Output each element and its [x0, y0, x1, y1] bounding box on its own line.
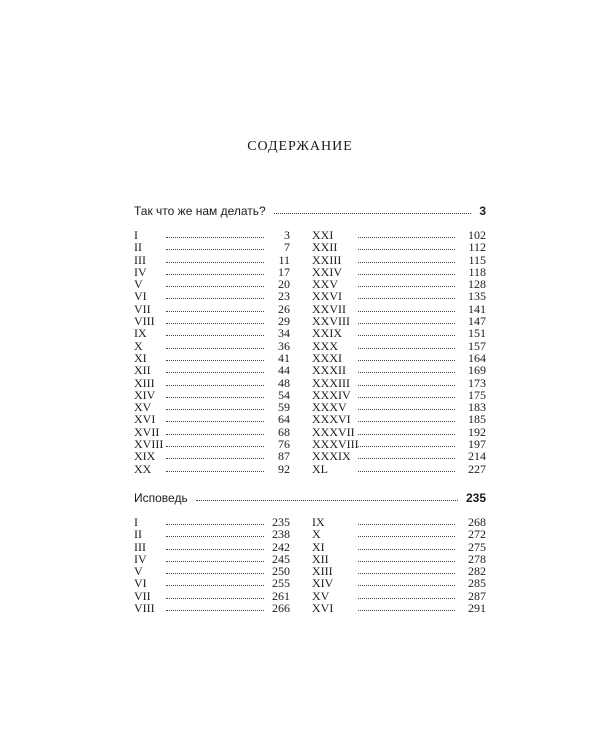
chapter-numeral: V	[134, 277, 143, 292]
chapter-numeral: XX	[134, 461, 152, 476]
chapter-numeral: X	[312, 527, 321, 542]
page-number: 238	[272, 527, 290, 542]
leader-dots	[166, 323, 264, 324]
leader-dots	[358, 549, 455, 550]
toc-entry	[312, 450, 486, 462]
chapter-numeral: XVII	[134, 424, 160, 439]
leader-dots	[166, 237, 264, 238]
chapter-numeral: XXXII	[312, 363, 346, 378]
chapter-numeral: XVI	[312, 601, 334, 616]
page-number: 23	[278, 289, 290, 304]
leader-dots	[358, 286, 455, 287]
toc-entry	[312, 266, 486, 278]
leader-dots	[166, 397, 264, 398]
chapter-numeral: IV	[134, 551, 147, 566]
toc-entry	[312, 290, 486, 302]
leader-dots	[166, 573, 264, 574]
chapter-numeral: XIV	[134, 387, 156, 402]
page-number: 151	[468, 326, 486, 341]
page-number: 245	[272, 551, 290, 566]
leader-dots	[166, 372, 264, 373]
toc-entry	[134, 352, 290, 364]
toc-entry	[134, 229, 290, 241]
page-number: 261	[272, 588, 290, 603]
page-number: 54	[278, 387, 290, 402]
chapter-numeral: XXXVI	[312, 412, 351, 427]
leader-dots	[166, 385, 264, 386]
toc-entry	[134, 541, 290, 553]
toc-entry	[134, 463, 290, 475]
chapter-numeral: VII	[134, 301, 151, 316]
page-number: 285	[468, 576, 486, 591]
toc-entry	[312, 590, 486, 602]
leader-dots	[166, 458, 264, 459]
chapter-numeral: XXXIX	[312, 449, 351, 464]
chapter-numeral: XIII	[134, 375, 155, 390]
leader-dots	[358, 348, 455, 349]
chapter-numeral: II	[134, 240, 142, 255]
chapter-numeral: XIX	[134, 449, 156, 464]
chapter-numeral: XI	[134, 350, 147, 365]
page-number: 164	[468, 350, 486, 365]
toc-entry	[134, 577, 290, 589]
chapter-numeral: XXII	[312, 240, 338, 255]
leader-dots	[196, 500, 458, 501]
leader-dots	[166, 262, 264, 263]
leader-dots	[358, 409, 455, 410]
page-number: 128	[468, 277, 486, 292]
page-number: 41	[278, 350, 290, 365]
toc-entry	[312, 541, 486, 553]
toc-column-right	[312, 516, 486, 614]
page-number: 185	[468, 412, 486, 427]
page-number: 92	[278, 461, 290, 476]
page-number: 183	[468, 400, 486, 415]
chapter-numeral: XXIX	[312, 326, 342, 341]
chapter-numeral: XIII	[312, 564, 333, 579]
section-title: Исповедь	[134, 491, 188, 505]
chapter-numeral: XXIV	[312, 264, 342, 279]
chapter-numeral: VI	[134, 289, 147, 304]
leader-dots	[358, 585, 455, 586]
chapter-numeral: XVI	[134, 412, 156, 427]
toc-entry	[134, 413, 290, 425]
section-heading	[134, 203, 486, 219]
chapter-numeral: I	[134, 515, 138, 529]
leader-dots	[166, 610, 264, 611]
leader-dots	[166, 298, 264, 299]
chapter-numeral: XXXVIII	[312, 437, 359, 452]
chapter-numeral: X	[134, 338, 143, 353]
leader-dots	[166, 524, 264, 525]
toc-entry	[312, 565, 486, 577]
page-number: 282	[468, 564, 486, 579]
toc-entry	[134, 565, 290, 577]
leader-dots	[358, 385, 455, 386]
chapter-numeral: III	[134, 539, 146, 554]
section-heading	[134, 490, 486, 506]
chapter-numeral: XXIII	[312, 252, 342, 267]
chapter-numeral: VI	[134, 576, 147, 591]
toc-entry	[134, 266, 290, 278]
chapter-numeral: XXXIV	[312, 387, 351, 402]
leader-dots	[358, 458, 455, 459]
toc-entry	[312, 413, 486, 425]
toc-entry	[134, 241, 290, 253]
leader-dots	[166, 598, 264, 599]
leader-dots	[166, 549, 264, 550]
chapter-numeral: II	[134, 527, 142, 542]
toc-entry	[312, 377, 486, 389]
chapter-numeral: XXXV	[312, 400, 347, 415]
page-number: 112	[468, 240, 486, 255]
chapter-numeral: XXVI	[312, 289, 342, 304]
page-number: 266	[272, 601, 290, 616]
page-number: 235	[272, 515, 290, 529]
page-number: 268	[468, 515, 486, 529]
page-number: 76	[278, 437, 290, 452]
leader-dots	[358, 335, 455, 336]
toc-entry	[134, 590, 290, 602]
toc-entry	[134, 278, 290, 290]
page-number: 59	[278, 400, 290, 415]
leader-dots	[166, 471, 264, 472]
section-title: Так что же нам делать?	[134, 204, 266, 218]
page-number: 17	[278, 264, 290, 279]
chapter-numeral: XL	[312, 461, 328, 476]
chapter-numeral: III	[134, 252, 146, 267]
page-number: 197	[468, 437, 486, 452]
chapter-numeral: XI	[312, 539, 325, 554]
page-number: 157	[468, 338, 486, 353]
toc-entry	[312, 364, 486, 376]
leader-dots	[358, 471, 455, 472]
chapter-numeral: XIV	[312, 576, 334, 591]
leader-dots	[166, 335, 264, 336]
toc-column-right	[312, 229, 486, 475]
toc-column-left	[134, 229, 290, 475]
chapter-numeral: XXX	[312, 338, 338, 353]
chapter-numeral: IX	[134, 326, 147, 341]
page-number: 287	[468, 588, 486, 603]
leader-dots	[166, 585, 264, 586]
leader-dots	[358, 298, 455, 299]
leader-dots	[358, 536, 455, 537]
chapter-numeral: XXXI	[312, 350, 342, 365]
toc-entry	[134, 315, 290, 327]
toc-entry	[134, 290, 290, 302]
toc-entry	[312, 577, 486, 589]
leader-dots	[166, 409, 264, 410]
page-number: 250	[272, 564, 290, 579]
leader-dots	[358, 237, 455, 238]
page-number: 44	[278, 363, 290, 378]
leader-dots	[358, 421, 455, 422]
page-number: 291	[468, 601, 486, 616]
toc-column-left	[134, 516, 290, 614]
page-number: 141	[468, 301, 486, 316]
toc-entry	[134, 377, 290, 389]
page-number: 7	[284, 240, 290, 255]
page-number: 29	[278, 314, 290, 329]
page-number: 20	[278, 277, 290, 292]
page-number: 115	[468, 252, 486, 267]
leader-dots	[166, 249, 264, 250]
page-number: 255	[272, 576, 290, 591]
leader-dots	[358, 311, 455, 312]
toc-entry	[134, 303, 290, 315]
page-number: 173	[468, 375, 486, 390]
chapter-numeral: XII	[134, 363, 151, 378]
leader-dots	[358, 561, 455, 562]
leader-dots	[358, 372, 455, 373]
chapter-numeral: XVIII	[134, 437, 164, 452]
leader-dots	[358, 598, 455, 599]
chapter-numeral: XXXIII	[312, 375, 350, 390]
leader-dots	[358, 397, 455, 398]
toc-entry	[312, 553, 486, 565]
toc-entry	[312, 327, 486, 339]
page-number: 87	[278, 449, 290, 464]
page-number: 175	[468, 387, 486, 402]
page-number: 36	[278, 338, 290, 353]
page-number: 26	[278, 301, 290, 316]
chapter-numeral: XXV	[312, 277, 338, 292]
toc-entry	[312, 463, 486, 475]
toc-entry	[134, 389, 290, 401]
leader-dots	[166, 446, 264, 447]
toc-entry	[134, 450, 290, 462]
toc-entry	[134, 327, 290, 339]
leader-dots	[358, 323, 455, 324]
chapter-numeral: XXVIII	[312, 314, 350, 329]
leader-dots	[166, 360, 264, 361]
chapter-numeral: V	[134, 564, 143, 579]
chapter-numeral: VIII	[134, 601, 155, 616]
page-number: 169	[468, 363, 486, 378]
page-number: 275	[468, 539, 486, 554]
leader-dots	[358, 446, 455, 447]
leader-dots	[166, 286, 264, 287]
page-number: 272	[468, 527, 486, 542]
page-number: 11	[278, 252, 290, 267]
page-number: 214	[468, 449, 486, 464]
page-number: 34	[278, 326, 290, 341]
toc-entry	[134, 254, 290, 266]
page-number: 192	[468, 424, 486, 439]
chapter-numeral: IX	[312, 515, 325, 529]
page-number: 3	[284, 228, 290, 242]
chapter-numeral: VIII	[134, 314, 155, 329]
page-number: 135	[468, 289, 486, 304]
leader-dots	[358, 524, 455, 525]
leader-dots	[274, 213, 472, 214]
toc-entry	[312, 528, 486, 540]
toc-entry	[312, 602, 486, 614]
leader-dots	[358, 573, 455, 574]
toc-entry	[134, 602, 290, 614]
page-number: 48	[278, 375, 290, 390]
section-page-number: 3	[479, 204, 486, 218]
toc-entry	[134, 528, 290, 540]
leader-dots	[166, 561, 264, 562]
page-number: 227	[468, 461, 486, 476]
toc-entry	[312, 516, 486, 528]
page-number: 64	[278, 412, 290, 427]
chapter-numeral: XXVII	[312, 301, 346, 316]
page-number: 68	[278, 424, 290, 439]
chapter-numeral: XII	[312, 551, 329, 566]
page-title: СОДЕРЖАНИЕ	[247, 139, 353, 154]
toc-entry	[312, 229, 486, 241]
leader-dots	[358, 610, 455, 611]
chapter-numeral: XXI	[312, 228, 334, 242]
chapter-numeral: XXXVII	[312, 424, 355, 439]
toc-entry	[134, 401, 290, 413]
leader-dots	[166, 536, 264, 537]
section-page-number: 235	[465, 491, 486, 505]
toc-entry	[134, 516, 290, 528]
toc-entry	[312, 241, 486, 253]
leader-dots	[358, 274, 455, 275]
page-number: 278	[468, 551, 486, 566]
page-number: 118	[468, 264, 486, 279]
chapter-numeral: XV	[312, 588, 330, 603]
page-number: 242	[272, 539, 290, 554]
leader-dots	[166, 434, 264, 435]
chapter-numeral: I	[134, 228, 138, 242]
chapter-numeral: IV	[134, 264, 147, 279]
toc-entry	[134, 364, 290, 376]
leader-dots	[358, 262, 455, 263]
leader-dots	[358, 360, 455, 361]
leader-dots	[166, 311, 264, 312]
toc-entry	[134, 438, 290, 450]
leader-dots	[166, 274, 264, 275]
leader-dots	[358, 434, 455, 435]
leader-dots	[166, 348, 264, 349]
chapter-numeral: VII	[134, 588, 151, 603]
toc-entry	[134, 340, 290, 352]
leader-dots	[166, 421, 264, 422]
page-number: 102	[468, 228, 486, 242]
page-number: 147	[468, 314, 486, 329]
leader-dots	[358, 249, 455, 250]
chapter-numeral: XV	[134, 400, 152, 415]
toc-entry	[134, 553, 290, 565]
